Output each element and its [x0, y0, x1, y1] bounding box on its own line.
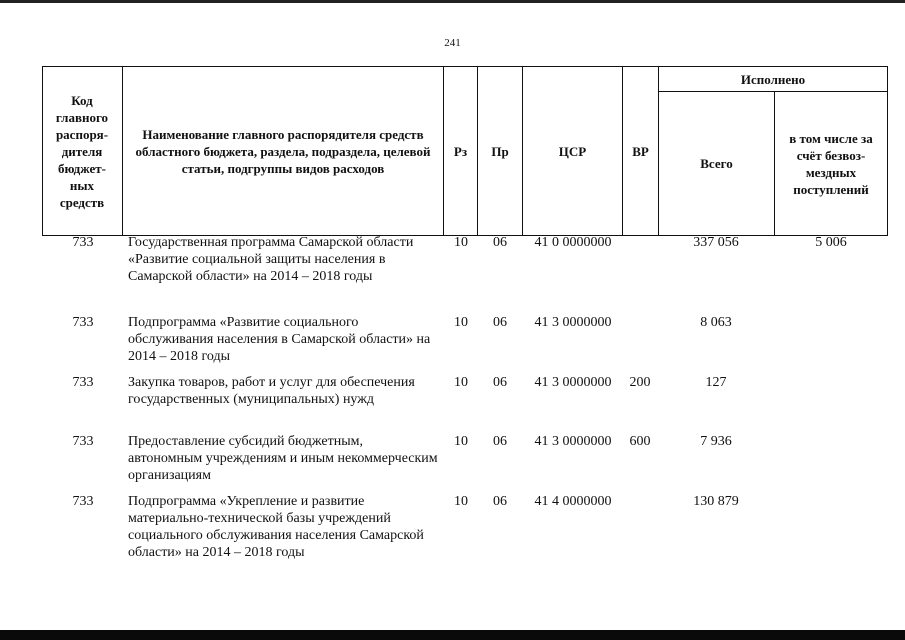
cell-total: 7 936: [700, 434, 732, 449]
page-number: 241: [444, 37, 461, 49]
cell-vr: 600: [629, 434, 651, 449]
header-rz: Рз: [453, 143, 468, 159]
cell-rz: 10: [454, 235, 468, 250]
cell-code: 733: [72, 434, 94, 449]
cell-free: 5 006: [815, 235, 847, 250]
cell-code: 733: [72, 315, 94, 330]
header-name: Наименование главного распорядителя средств областного бюджета, раздела, подраздела, целевой статьи, подгруппы видов расходов: [135, 126, 431, 176]
cell-total: 8 063: [700, 315, 732, 330]
cell-pr: 06: [493, 434, 507, 449]
header-pr: Пр: [491, 143, 509, 159]
cell-name: Предоставление субсидий бюджетным, автономным учреждениям и иным некоммерческим организациям: [128, 434, 438, 483]
header-total: Всего: [700, 156, 733, 171]
cell-name: Государственная программа Самарской области «Развитие социальной защиты населения в Самарской области» на 2014 – 2018 годы: [128, 235, 414, 284]
cell-total: 127: [705, 375, 727, 390]
cell-total: 337 056: [693, 235, 739, 250]
cell-pr: 06: [493, 315, 507, 330]
cell-csr: 41 0 0000000: [534, 235, 612, 250]
cell-code: 733: [72, 235, 94, 250]
cell-pr: 06: [493, 235, 507, 250]
top-rule: [0, 0, 905, 3]
header-free: в том числе за счёт безвоз-мездных поступлений: [789, 130, 873, 197]
cell-vr: 200: [629, 375, 651, 390]
cell-code: 733: [72, 494, 94, 509]
cell-rz: 10: [454, 315, 468, 330]
cell-csr: 41 3 0000000: [534, 315, 612, 330]
cell-csr: 41 3 0000000: [534, 375, 612, 390]
cell-rz: 10: [454, 494, 468, 509]
cell-csr: 41 4 0000000: [534, 494, 612, 509]
cell-total: 130 879: [693, 494, 739, 509]
bottom-bar: [0, 630, 905, 640]
cell-csr: 41 3 0000000: [534, 434, 612, 449]
cell-code: 733: [72, 375, 94, 390]
cell-rz: 10: [454, 434, 468, 449]
header-csr: ЦСР: [558, 143, 587, 159]
cell-pr: 06: [493, 494, 507, 509]
cell-pr: 06: [493, 375, 507, 390]
header-vr: ВР: [632, 143, 649, 159]
cell-rz: 10: [454, 375, 468, 390]
cell-name: Подпрограмма «Развитие социального обслуживания населения в Самарской области» на 2014 – 2018 годы: [128, 315, 431, 364]
header-executed: Исполнено: [740, 71, 806, 87]
cell-name: Закупка товаров, работ и услуг для обеспечения государственных (муниципальных) нужд: [128, 375, 415, 407]
header-code: Код главного распоря-дителя бюджет-ных средств: [55, 92, 109, 210]
cell-name: Подпрограмма «Укрепление и развитие материально-технической базы учреждений социального обслуживания населения Самарской области» на 2014 – 2018 годы: [128, 494, 424, 560]
